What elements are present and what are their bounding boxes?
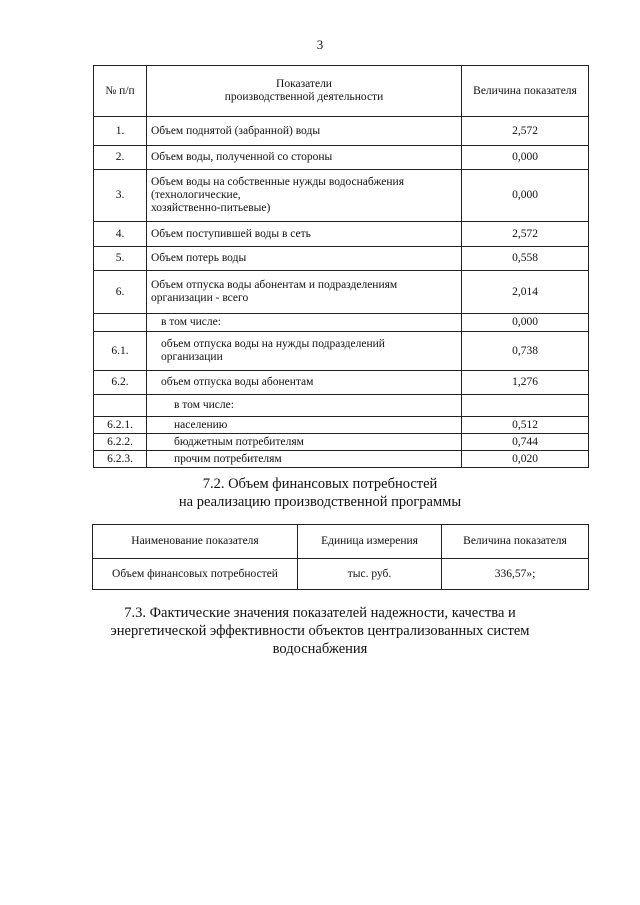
row-value: 0,744 bbox=[462, 434, 589, 451]
row-label: Объем воды, полученной со стороны bbox=[147, 146, 462, 170]
row-num: 6.1. bbox=[94, 332, 147, 371]
row-num bbox=[94, 395, 147, 417]
row-value: 0,558 bbox=[462, 247, 589, 271]
header-unit: Единица измерения bbox=[298, 525, 442, 559]
table-row bbox=[94, 170, 589, 222]
header-indicator bbox=[147, 66, 462, 117]
header-indicator-line2: производственной деятельности bbox=[224, 91, 384, 103]
financial-needs-table bbox=[92, 524, 589, 590]
row-label: прочим потребителям bbox=[147, 451, 462, 468]
table-row bbox=[94, 247, 589, 271]
section-7-3-title-line2: энергетической эффективности объектов централизованных систем bbox=[110, 623, 530, 639]
table-row bbox=[94, 434, 589, 451]
row-label-line: объем отпуска воды на нужды подразделений bbox=[161, 338, 385, 350]
table-row bbox=[94, 271, 589, 314]
section-7-3-title-line3: водоснабжения bbox=[272, 641, 368, 657]
table-header-row bbox=[93, 525, 589, 559]
row-value: 0,738 bbox=[462, 332, 589, 371]
row-label: Объем поступившей воды в сеть bbox=[147, 222, 462, 247]
table-row bbox=[94, 314, 589, 332]
table-row bbox=[94, 146, 589, 170]
row-num: 1. bbox=[94, 117, 147, 146]
header-num: № п/п bbox=[94, 66, 147, 117]
row-value: 336,57»; bbox=[442, 559, 589, 590]
page-number: 3 bbox=[316, 37, 324, 52]
row-value: 0,020 bbox=[462, 451, 589, 468]
table-row bbox=[94, 417, 589, 434]
row-name: Объем финансовых потребностей bbox=[93, 559, 298, 590]
header-value: Величина показателя bbox=[442, 525, 589, 559]
row-num: 6.2. bbox=[94, 371, 147, 395]
header-name: Наименование показателя bbox=[93, 525, 298, 559]
row-value: 2,572 bbox=[462, 117, 589, 146]
row-num: 4. bbox=[94, 222, 147, 247]
table-row bbox=[94, 222, 589, 247]
section-7-2-title-line1: 7.2. Объем финансовых потребностей bbox=[202, 476, 438, 492]
row-label: в том числе: bbox=[147, 314, 462, 332]
row-num: 6.2.3. bbox=[94, 451, 147, 468]
row-label-line: (технологические, bbox=[151, 189, 241, 201]
row-label-line: Объем отпуска воды абонентам и подразделениям bbox=[151, 279, 398, 291]
row-label: Объем поднятой (забранной) воды bbox=[147, 117, 462, 146]
row-value: 2,572 bbox=[462, 222, 589, 247]
row-num bbox=[94, 314, 147, 332]
row-label-line: хозяйственно-питьевые) bbox=[151, 202, 271, 214]
table-header-row bbox=[94, 66, 589, 117]
table-row bbox=[94, 117, 589, 146]
production-indicators-table bbox=[93, 65, 589, 468]
row-label: населению bbox=[147, 417, 462, 434]
row-label bbox=[147, 271, 462, 314]
table-row bbox=[94, 371, 589, 395]
row-unit: тыс. руб. bbox=[298, 559, 442, 590]
row-label: объем отпуска воды абонентам bbox=[147, 371, 462, 395]
table-row bbox=[94, 451, 589, 468]
row-label bbox=[147, 170, 462, 222]
section-7-2-title-line2: на реализацию производственной программы bbox=[178, 494, 462, 510]
table-row bbox=[93, 559, 589, 590]
row-value: 0,512 bbox=[462, 417, 589, 434]
row-value bbox=[462, 395, 589, 417]
row-label: бюджетным потребителям bbox=[147, 434, 462, 451]
row-num: 6.2.2. bbox=[94, 434, 147, 451]
row-label-line: Объем воды на собственные нужды водоснабжения bbox=[151, 176, 404, 188]
row-value: 1,276 bbox=[462, 371, 589, 395]
row-num: 2. bbox=[94, 146, 147, 170]
row-label-line: организации - всего bbox=[151, 292, 249, 304]
table-row bbox=[94, 395, 589, 417]
row-num: 6. bbox=[94, 271, 147, 314]
row-value: 2,014 bbox=[462, 271, 589, 314]
row-value: 0,000 bbox=[462, 146, 589, 170]
table-row bbox=[94, 332, 589, 371]
row-num: 3. bbox=[94, 170, 147, 222]
row-value: 0,000 bbox=[462, 170, 589, 222]
row-label-line: организации bbox=[161, 351, 223, 363]
header-indicator-line1: Показатели bbox=[276, 78, 332, 90]
row-label bbox=[147, 332, 462, 371]
header-value: Величина показателя bbox=[462, 66, 589, 117]
row-label: Объем потерь воды bbox=[147, 247, 462, 271]
row-label: в том числе: bbox=[147, 395, 462, 417]
row-num: 6.2.1. bbox=[94, 417, 147, 434]
row-num: 5. bbox=[94, 247, 147, 271]
section-7-3-title-line1: 7.3. Фактические значения показателей надежности, качества и bbox=[124, 605, 516, 621]
row-value: 0,000 bbox=[462, 314, 589, 332]
